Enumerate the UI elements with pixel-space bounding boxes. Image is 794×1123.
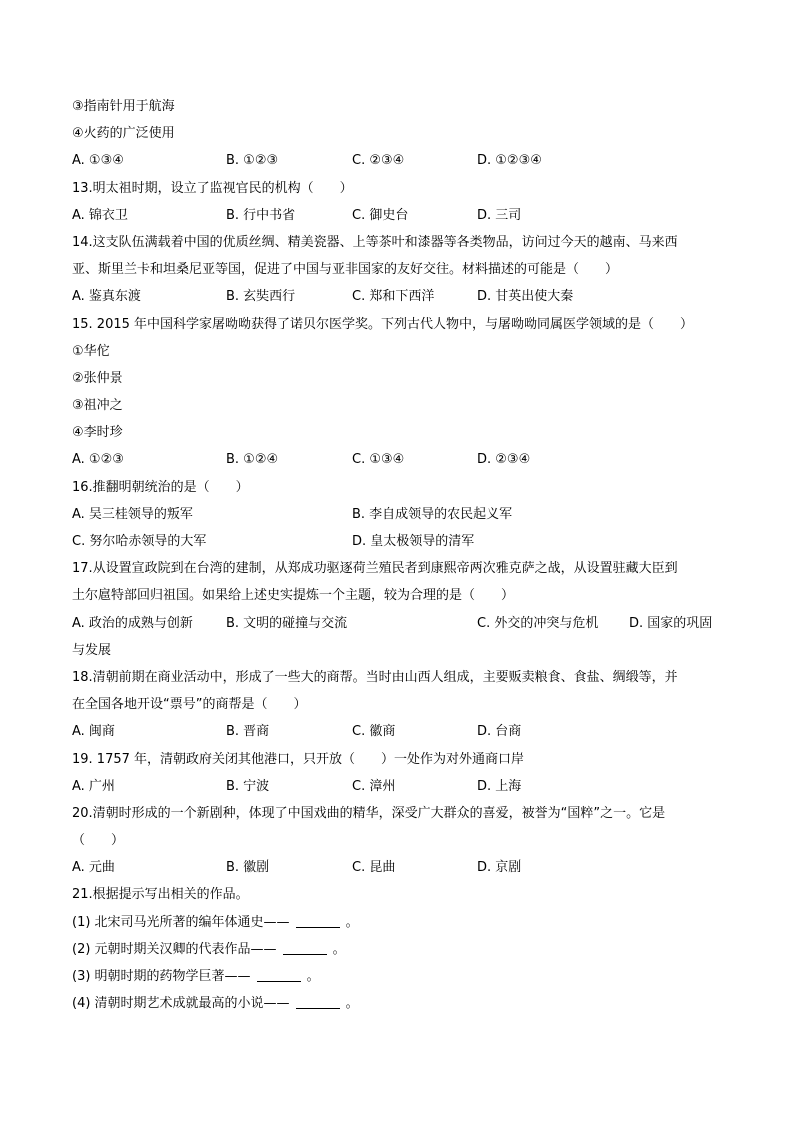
q21-part-end: 。 [332,941,346,957]
option-c: C. 御史台 [352,207,409,223]
q15-stem: 15. 2015 年中国科学家屠呦呦获得了诺贝尔医学奖。下列古代人物中，与屠呦呦同属医学领域的是（ ） [72,316,694,332]
q20-stem: 20.清朝时形成的一个新剧种，体现了中国戏曲的精华，深受广大群众的喜爱，被誉为“国粹”之一。它是 [72,805,666,821]
option-c: C. ①③④ [352,452,405,468]
option-c: C. 郑和下西洋 [352,289,435,305]
option-a: A. 闽商 [72,724,115,740]
q21-part-text: (1) 北宋司马光所著的编年体通史—— [72,914,290,930]
q20-stem-cont: （ ） [72,833,125,849]
q19-options [72,773,732,800]
q17-stem-cont: 土尔扈特部回归祖国。如果给上述史实提炼一个主题，较为合理的是（ ） [72,588,515,604]
option-c: C. ②③④ [352,153,405,169]
option-a: A. 鉴真东渡 [72,289,141,305]
q12-options [72,147,732,174]
option-b: B. 晋商 [226,724,270,740]
item-text: ④火药的广泛使用 [72,126,175,142]
option-c: C. 漳州 [352,778,396,794]
item-text: ③指南针用于航海 [72,99,175,114]
q19-stem: 19. 1757 年，清朝政府关闭其他港口，只开放（ ）一处作为对外通商口岸 [72,751,525,767]
q16-options-row1 [72,501,732,528]
q21-part [72,936,732,963]
answer-blank[interactable] [283,939,327,955]
option-d: D. 皇太极领导的清军 [352,534,475,549]
q14-stem-cont: 亚、斯里兰卡和坦桑尼亚等国，促进了中国与亚非国家的友好交往。材料描述的可能是（ ） [72,262,619,278]
option-d: D. ①②③④ [477,153,542,169]
option-d: D. 京剧 [477,860,522,876]
q17-options [72,610,732,637]
q21-part [72,909,732,936]
option-b: B. ①②④ [226,452,279,468]
option-d: D. 国家的巩固 [629,615,713,631]
option-d: D. 三司 [477,207,522,223]
q16-options-row2 [72,528,732,555]
option-d: D. 甘英出使大秦 [477,289,574,305]
option-d: D. 上海 [477,778,522,794]
option-a: A. 吴三桂领导的叛军 [72,506,193,522]
option-c: C. 外交的冲突与危机 [477,615,599,631]
q16-stem: 16.推翻明朝统治的是（ ） [72,479,249,495]
answer-blank[interactable] [296,912,340,928]
option-a: A. 广州 [72,778,115,794]
option-c: C. 昆曲 [352,860,396,876]
q13-stem: 13.明太祖时期，设立了监视官民的机构（ ） [72,180,353,196]
q21-part-end: 。 [306,969,320,984]
option-a: A. 锦衣卫 [72,207,128,223]
option-c: C. 努尔哈赤领导的大军 [72,534,207,549]
option-c: C. 徽商 [352,724,396,740]
option-b: B. 宁波 [226,778,270,794]
exam-page [72,93,732,1017]
q15-item: ②张仲景 [72,370,123,386]
q20-options [72,854,732,881]
option-b: B. 李自成领导的农民起义军 [352,506,513,522]
option-a: A. ①②③ [72,452,124,468]
q18-options [72,718,732,745]
q21-part-end: 。 [345,996,359,1012]
q14-options [72,283,732,310]
q21-part-text: (3) 明朝时期的药物学巨著—— [72,969,251,984]
q21-part [72,990,732,1017]
q21-part-end: 。 [345,914,359,930]
q17-option-d-cont: 与发展 [72,642,112,658]
option-b: B. 玄奘西行 [226,289,296,305]
option-b: B. 徽剧 [226,860,270,876]
option-d: D. 台商 [477,724,522,740]
option-a: A. 政治的成熟与创新 [72,615,193,631]
option-b: B. 行中书省 [226,207,296,223]
q15-options [72,446,732,473]
option-b: B. 文明的碰撞与交流 [226,615,348,631]
q14-stem: 14.这支队伍满载着中国的优质丝绸、精美瓷器、上等茶叶和漆器等各类物品，访问过今天的越南、马来西 [72,234,678,250]
q21-part [72,963,732,990]
q15-item: ③祖冲之 [72,398,123,414]
q15-item: ①华佗 [72,343,110,359]
option-b: B. ①②③ [226,153,279,169]
q21-part-text: (4) 清朝时期艺术成就最高的小说—— [72,996,290,1012]
answer-blank[interactable] [296,993,340,1009]
answer-blank[interactable] [257,966,301,982]
option-a: A. ①③④ [72,153,124,169]
option-a: A. 元曲 [72,860,115,876]
q18-stem-cont: 在全国各地开设“票号”的商帮是（ ） [72,697,307,713]
q21-stem: 21.根据提示写出相关的作品。 [72,887,249,903]
q18-stem: 18.清朝前期在商业活动中，形成了一些大的商帮。当时由山西人组成，主要贩卖粮食、食盐、绸缎等，并 [72,669,678,685]
q21-part-text: (2) 元朝时期关汉卿的代表作品—— [72,941,277,957]
q13-options [72,202,732,229]
q15-item: ④李时珍 [72,425,123,441]
q17-stem: 17.从设置宣政院到在台湾的建制，从郑成功驱逐荷兰殖民者到康熙帝两次雅克萨之战，从设置驻藏大臣到 [72,561,678,577]
option-d: D. ②③④ [477,452,531,468]
